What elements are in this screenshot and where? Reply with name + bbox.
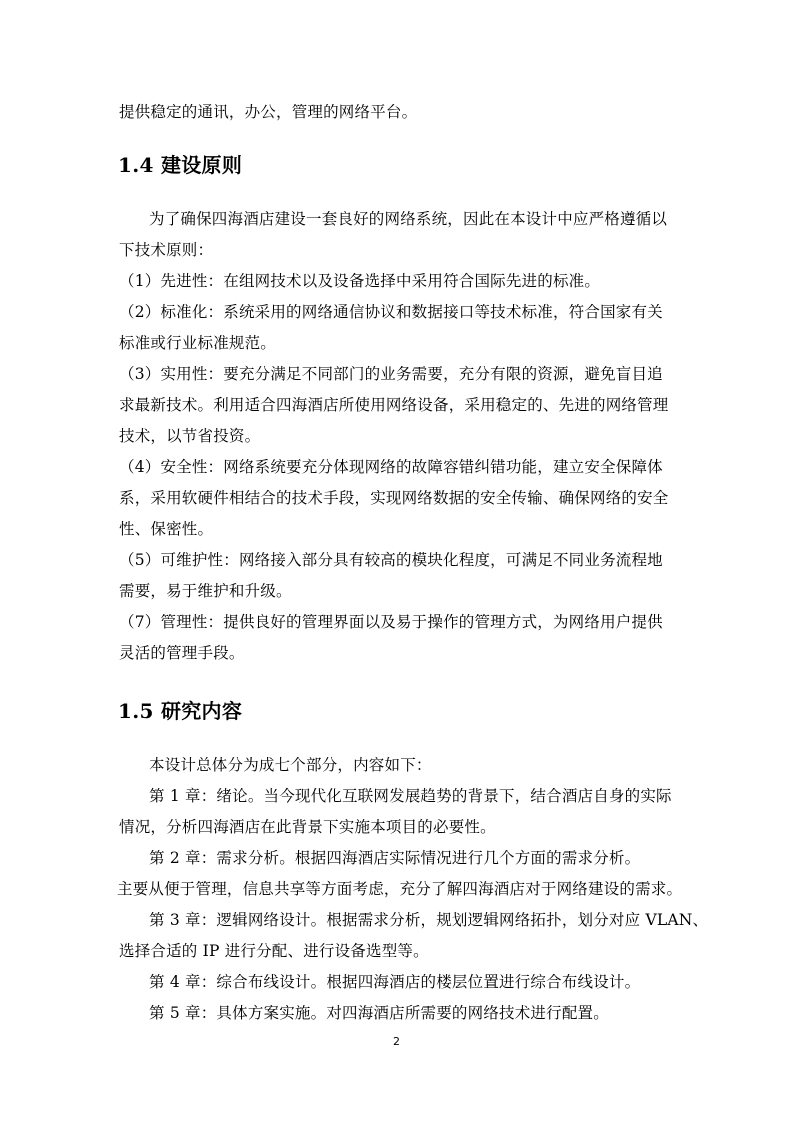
paragraph-line: 求最新技术。利用适合四海酒店所使用网络设备，采用稳定的、先进的网络管理 <box>119 396 669 414</box>
chapter-item-5: 第 5 章：具体方案实施。对四海酒店所需要的网络技术进行配置。 <box>149 1004 609 1022</box>
principle-item-5: （5）可维护性：网络接入部分具有较高的模块化程度，可满足不同业务流程地 <box>119 551 663 569</box>
chapter-item-3: 第 3 章：逻辑网络设计。根据需求分析，规划逻辑网络拓扑，划分对应 VLAN、 <box>149 911 709 929</box>
paragraph-line: 技术，以节省投资。 <box>119 427 261 445</box>
paragraph-line: 需要，易于维护和升级。 <box>119 582 292 600</box>
chapter-item-2: 第 2 章：需求分析。根据四海酒店实际情况进行几个方面的需求分析。 <box>149 849 641 867</box>
principle-item-2: （2）标准化：系统采用的网络通信协议和数据接口等技术标准，符合国家有关 <box>119 303 663 321</box>
paragraph-line: 灵活的管理手段。 <box>119 644 245 662</box>
section-heading-1-4: 1.4 建设原则 <box>118 153 243 177</box>
paragraph-line: 选择合适的 IP 进行分配、进行设备选型等。 <box>119 942 429 960</box>
chapter-item-4: 第 4 章：综合布线设计。根据四海酒店的楼层位置进行综合布线设计。 <box>149 973 641 991</box>
principle-item-3: （3）实用性：要充分满足不同部门的业务需要，充分有限的资源，避免盲目追 <box>119 365 663 383</box>
section-heading-1-5: 1.5 研究内容 <box>118 699 243 723</box>
opening-line: 提供稳定的通讯，办公，管理的网络平台。 <box>119 103 418 121</box>
paragraph-line: 系，采用软硬件相结合的技术手段，实现网络数据的安全传输、确保网络的安全 <box>119 489 669 507</box>
paragraph-line: 标准或行业标准规范。 <box>119 334 277 352</box>
paragraph-line: 下技术原则： <box>119 241 214 259</box>
page-number: 2 <box>393 1035 400 1048</box>
paragraph-line: 本设计总体分为成七个部分，内容如下： <box>149 756 432 774</box>
paragraph-line: 主要从便于管理，信息共享等方面考虑，充分了解四海酒店对于网络建设的需求。 <box>117 880 683 898</box>
paragraph-line: 性、保密性。 <box>119 520 214 538</box>
paragraph-line: 为了确保四海酒店建设一套良好的网络系统，因此在本设计中应严格遵循以 <box>149 210 668 228</box>
principle-item-7: （7）管理性：提供良好的管理界面以及易于操作的管理方式，为网络用户提供 <box>119 613 663 631</box>
principle-item-4: （4）安全性：网络系统要充分体现网络的故障容错纠错功能，建立安全保障体 <box>119 458 663 476</box>
chapter-item-1: 第 1 章：绪论。当今现代化互联网发展趋势的背景下，结合酒店自身的实际 <box>149 787 672 805</box>
principle-item-1: （1）先进性：在组网技术以及设备选择中采用符合国际先进的标准。 <box>119 272 601 290</box>
paragraph-line: 情况，分析四海酒店在此背景下实施本项目的必要性。 <box>119 818 496 836</box>
